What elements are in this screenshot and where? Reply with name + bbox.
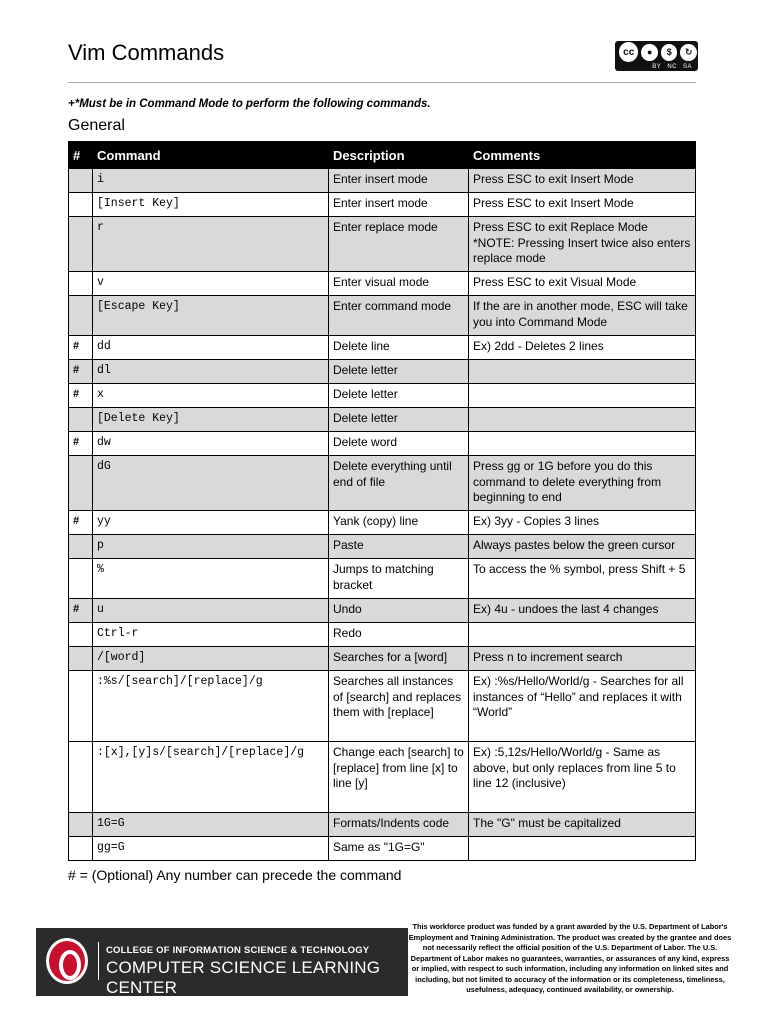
banner-divider (98, 942, 99, 980)
row-number-flag (69, 408, 93, 432)
section-title: General (68, 117, 125, 134)
row-description: Delete line (329, 336, 469, 360)
row-number-flag (69, 559, 93, 599)
row-comment (469, 623, 696, 647)
header-divider (68, 82, 696, 83)
row-comment: Always pastes below the green cursor (469, 535, 696, 559)
row-description: Delete word (329, 432, 469, 456)
row-description: Paste (329, 535, 469, 559)
row-comment: Ex) 2dd - Deletes 2 lines (469, 336, 696, 360)
row-comment (469, 432, 696, 456)
row-comment: To access the % symbol, press Shift + 5 (469, 559, 696, 599)
row-description: Delete everything until end of file (329, 456, 469, 511)
row-comment: Press ESC to exit Insert Mode (469, 169, 696, 193)
row-command: dG (93, 456, 329, 511)
table-row (69, 336, 696, 360)
row-command: Ctrl-r (93, 623, 329, 647)
row-comment (469, 360, 696, 384)
row-command: dw (93, 432, 329, 456)
row-number-flag (69, 837, 93, 861)
header-command: Command (93, 142, 329, 169)
row-command: % (93, 559, 329, 599)
table-row (69, 360, 696, 384)
row-description: Enter insert mode (329, 169, 469, 193)
row-command: [Delete Key] (93, 408, 329, 432)
row-number-flag: # (69, 599, 93, 623)
row-description: Formats/Indents code (329, 813, 469, 837)
table-row (69, 193, 696, 217)
by-icon: ● (640, 43, 659, 62)
row-comment: Press ESC to exit Visual Mode (469, 272, 696, 296)
license-tag-by: BY (652, 64, 662, 70)
funding-disclaimer: This workforce product was funded by a grant awarded by the U.S. Department of Labor's Employment and Training Administration. The product was created by the grantee and does not necessarily reflect the official position of the U.S. Department of Labor. The U.S. Department of Labor makes no guarantees, warranties, or assurances of any kind, express or implied, with respect to such information, including any information on linked sites and including, but not limited to accuracy of the information or its completeness, timeliness, usefulness, adequacy, continued availability, or ownership. (408, 922, 732, 994)
row-description: Delete letter (329, 360, 469, 384)
row-comment: Press n to increment search (469, 647, 696, 671)
table-row (69, 559, 696, 599)
row-command: 1G=G (93, 813, 329, 837)
row-command: :%s/[search]/[replace]/g (93, 671, 329, 742)
row-comment: If the are in another mode, ESC will take you into Command Mode (469, 296, 696, 336)
commands-table (68, 141, 696, 861)
license-tag-nc: NC (667, 64, 677, 70)
row-description: Delete letter (329, 408, 469, 432)
row-comment: The "G" must be capitalized (469, 813, 696, 837)
table-header-row (69, 142, 696, 169)
row-comment: Press gg or 1G before you do this command to delete everything from beginning to end (469, 456, 696, 511)
table-row (69, 671, 696, 742)
table-row (69, 296, 696, 336)
table-row (69, 217, 696, 272)
table-row (69, 813, 696, 837)
header-description: Description (329, 142, 469, 169)
cslc-banner (36, 928, 408, 996)
row-number-flag (69, 169, 93, 193)
row-comment (469, 837, 696, 861)
university-logo-icon (46, 938, 88, 984)
row-number-flag (69, 296, 93, 336)
row-description: Searches all instances of [search] and replaces them with [replace] (329, 671, 469, 742)
row-description: Same as "1G=G" (329, 837, 469, 861)
table-row (69, 456, 696, 511)
table-row (69, 384, 696, 408)
row-command: [Escape Key] (93, 296, 329, 336)
table-row (69, 535, 696, 559)
cc-license-badge (615, 41, 698, 71)
row-description: Delete letter (329, 384, 469, 408)
row-command: [Insert Key] (93, 193, 329, 217)
header-num: # (69, 142, 93, 169)
row-number-flag (69, 193, 93, 217)
table-row (69, 432, 696, 456)
command-mode-note: +*Must be in Command Mode to perform the following commands. (68, 98, 431, 110)
table-row (69, 408, 696, 432)
row-description: Enter replace mode (329, 217, 469, 272)
row-number-flag (69, 671, 93, 742)
row-number-flag (69, 217, 93, 272)
optional-number-footnote: # = (Optional) Any number can precede the command (68, 867, 402, 883)
row-command: i (93, 169, 329, 193)
row-comment: Ex) 3yy - Copies 3 lines (469, 511, 696, 535)
row-number-flag (69, 647, 93, 671)
table-row (69, 647, 696, 671)
college-name: COLLEGE OF INFORMATION SCIENCE & TECHNOLOGY (106, 945, 370, 956)
cc-icon: cc (618, 41, 639, 63)
row-command: u (93, 599, 329, 623)
row-number-flag (69, 456, 93, 511)
row-number-flag (69, 742, 93, 813)
row-number-flag: # (69, 432, 93, 456)
row-comment: Ex) :%s/Hello/World/g - Searches for all instances of “Hello” and replaces it with “World” (469, 671, 696, 742)
row-comment: Press ESC to exit Insert Mode (469, 193, 696, 217)
table-row (69, 623, 696, 647)
row-command: gg=G (93, 837, 329, 861)
row-number-flag (69, 813, 93, 837)
header-comments: Comments (469, 142, 696, 169)
table-row (69, 169, 696, 193)
row-description: Change each [search] to [replace] from line [x] to line [y] (329, 742, 469, 813)
row-comment (469, 384, 696, 408)
sa-icon: ↻ (679, 43, 698, 62)
row-command: yy (93, 511, 329, 535)
row-command: /[word] (93, 647, 329, 671)
table-row (69, 272, 696, 296)
row-description: Yank (copy) line (329, 511, 469, 535)
row-description: Enter insert mode (329, 193, 469, 217)
table-row (69, 599, 696, 623)
row-command: v (93, 272, 329, 296)
row-description: Undo (329, 599, 469, 623)
learning-center-name: COMPUTER SCIENCE LEARNING CENTER (106, 958, 381, 997)
page-title: Vim Commands (68, 40, 225, 65)
row-number-flag: # (69, 511, 93, 535)
row-number-flag (69, 272, 93, 296)
row-comment (469, 408, 696, 432)
table-row (69, 837, 696, 861)
row-command: dl (93, 360, 329, 384)
nc-icon: $ (660, 43, 679, 62)
row-number-flag: # (69, 360, 93, 384)
table-row (69, 742, 696, 813)
row-number-flag: # (69, 384, 93, 408)
row-command: :[x],[y]s/[search]/[replace]/g (93, 742, 329, 813)
row-description: Jumps to matching bracket (329, 559, 469, 599)
row-comment: Ex) 4u - undoes the last 4 changes (469, 599, 696, 623)
row-comment: Press ESC to exit Replace Mode *NOTE: Pressing Insert twice also enters replace mode (469, 217, 696, 272)
row-command: x (93, 384, 329, 408)
row-comment: Ex) :5,12s/Hello/World/g - Same as above, but only replaces from line 5 to line 12 (inclusive) (469, 742, 696, 813)
table-row (69, 511, 696, 535)
license-tag-sa: SA (682, 64, 692, 70)
row-command: dd (93, 336, 329, 360)
row-number-flag: # (69, 336, 93, 360)
row-description: Redo (329, 623, 469, 647)
row-number-flag (69, 535, 93, 559)
row-command: r (93, 217, 329, 272)
row-description: Enter visual mode (329, 272, 469, 296)
row-number-flag (69, 623, 93, 647)
row-description: Searches for a [word] (329, 647, 469, 671)
row-command: p (93, 535, 329, 559)
row-description: Enter command mode (329, 296, 469, 336)
